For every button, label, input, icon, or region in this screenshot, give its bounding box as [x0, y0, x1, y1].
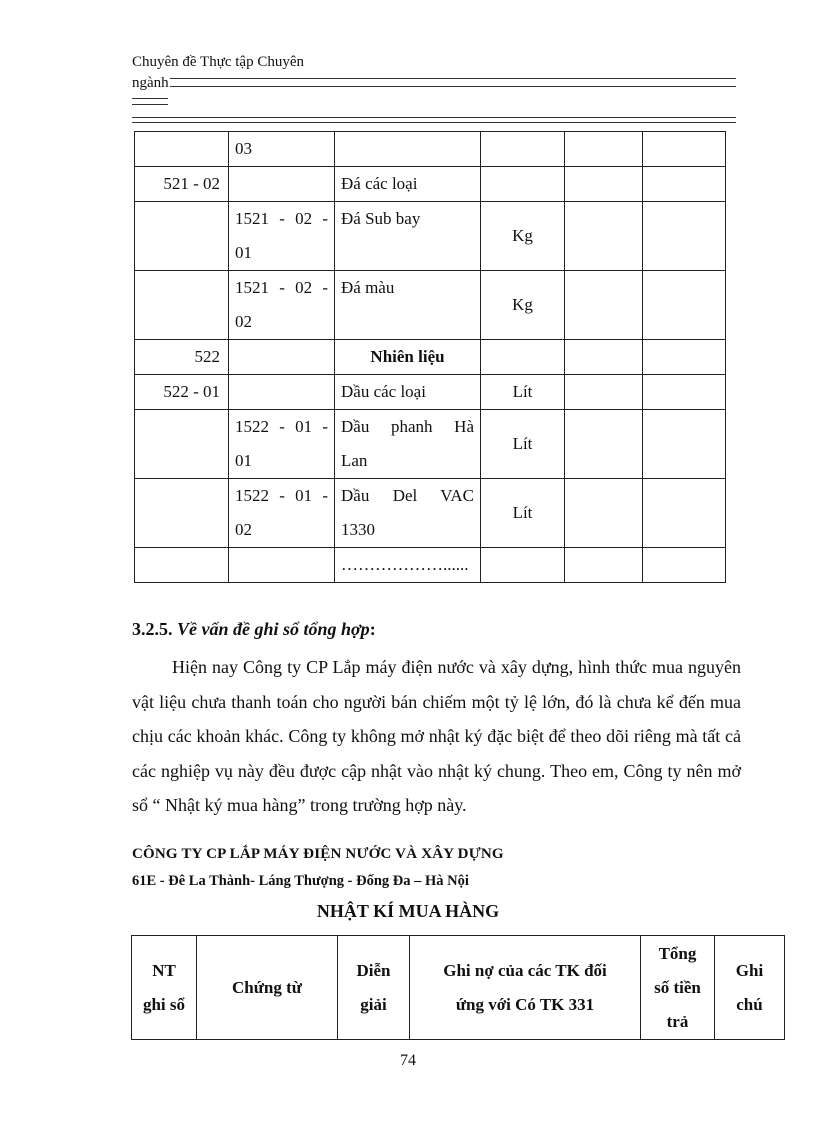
material-name: Đá các loại [335, 167, 481, 202]
empty-cell [643, 410, 726, 479]
section-number: 3.2.5. [132, 619, 173, 639]
empty-cell [643, 132, 726, 167]
table-row [135, 375, 726, 410]
unit [481, 132, 565, 167]
table-row [135, 202, 726, 271]
company-address: 61E - Đê La Thành- Láng Thượng - Đống Đa – Hà Nội [132, 873, 469, 889]
sub-account-code: 1522 - 01 - 01 [229, 410, 335, 479]
material-name: Đá Sub bay [335, 202, 481, 271]
empty-cell [643, 340, 726, 375]
header-line2: ngành [132, 75, 169, 91]
account-code: 522 - 01 [135, 375, 229, 410]
journal-table [131, 935, 785, 1040]
sub-account-code [229, 548, 335, 583]
empty-cell [643, 271, 726, 340]
account-code [135, 132, 229, 167]
account-code [135, 410, 229, 479]
empty-cell [565, 410, 643, 479]
empty-cell [565, 202, 643, 271]
material-name: ………………...... [335, 548, 481, 583]
empty-cell [643, 479, 726, 548]
sub-account-code: 03 [229, 132, 335, 167]
section-colon: : [369, 619, 376, 639]
header-rule [170, 78, 736, 87]
material-name: Dầu Del VAC 1330 [335, 479, 481, 548]
journal-column-header: Ghi chú [715, 936, 785, 1040]
sub-account-code [229, 167, 335, 202]
empty-cell [565, 271, 643, 340]
table-row [135, 132, 726, 167]
unit: Kg [481, 271, 565, 340]
table-row [135, 548, 726, 583]
material-name: Dầu các loại [335, 375, 481, 410]
header-rule-full [132, 117, 736, 123]
empty-cell [565, 479, 643, 548]
unit [481, 340, 565, 375]
empty-cell [565, 167, 643, 202]
empty-cell [643, 548, 726, 583]
table-row [135, 271, 726, 340]
sub-account-code [229, 375, 335, 410]
paragraph-text: Hiện nay Công ty CP Lắp máy điện nước và xây dựng, hình thức mua nguyên vật liệu chưa thanh toán cho người bán chiếm một tỷ lệ lớn, đó là chưa kể đến mua chịu các khoản khác. Công ty không mở nhật ký đặc biệt để theo dõi riêng mà tất cả các nghiệp vụ này đều được cập nhật vào nhật ký chung. Theo em, Công ty nên mở sổ “ Nhật ký mua hàng” trong trường hợp này. [132, 657, 741, 815]
account-code: 522 [135, 340, 229, 375]
empty-cell [643, 167, 726, 202]
unit: Kg [481, 202, 565, 271]
table-row [135, 479, 726, 548]
journal-column-header: Diễn giải [338, 936, 410, 1040]
journal-title: NHẬT KÍ MUA HÀNG [316, 901, 500, 921]
journal-column-header: Chứng từ [197, 936, 338, 1040]
company-name: CÔNG TY CP LẮP MÁY ĐIỆN NƯỚC VÀ XÂY DỰNG [132, 846, 504, 862]
account-code [135, 548, 229, 583]
journal-column-header: Tổng số tiền trả [641, 936, 715, 1040]
material-name [335, 132, 481, 167]
page-number: 74 [400, 1052, 416, 1069]
material-name: Đá màu [335, 271, 481, 340]
empty-cell [643, 375, 726, 410]
unit: Lít [481, 375, 565, 410]
sub-account-code: 1521 - 02 - 01 [229, 202, 335, 271]
materials-table [134, 131, 726, 583]
material-name: Nhiên liệu [335, 340, 481, 375]
empty-cell [565, 340, 643, 375]
running-header [132, 52, 304, 94]
unit: Lít [481, 479, 565, 548]
section-title: Về vấn đề ghi sổ tổng hợp [177, 619, 370, 639]
sub-account-code: 1522 - 01 - 02 [229, 479, 335, 548]
sub-account-code: 1521 - 02 - 02 [229, 271, 335, 340]
body-paragraph [132, 650, 741, 823]
account-code [135, 479, 229, 548]
journal-column-header: NT ghi sổ [132, 936, 197, 1040]
unit [481, 167, 565, 202]
journal-header-row [132, 936, 785, 1040]
empty-cell [643, 202, 726, 271]
journal-column-header: Ghi nợ của các TK đối ứng với Có TK 331 [410, 936, 641, 1040]
header-line1: Chuyên đề Thực tập Chuyên [132, 54, 304, 70]
sub-account-code [229, 340, 335, 375]
account-code [135, 271, 229, 340]
material-name: Dầu phanh Hà Lan [335, 410, 481, 479]
account-code [135, 202, 229, 271]
unit [481, 548, 565, 583]
header-rule-short [132, 98, 168, 105]
empty-cell [565, 548, 643, 583]
empty-cell [565, 375, 643, 410]
table-row [135, 167, 726, 202]
section-heading [132, 619, 376, 640]
table-row [135, 340, 726, 375]
table-row [135, 410, 726, 479]
account-code: 521 - 02 [135, 167, 229, 202]
empty-cell [565, 132, 643, 167]
unit: Lít [481, 410, 565, 479]
